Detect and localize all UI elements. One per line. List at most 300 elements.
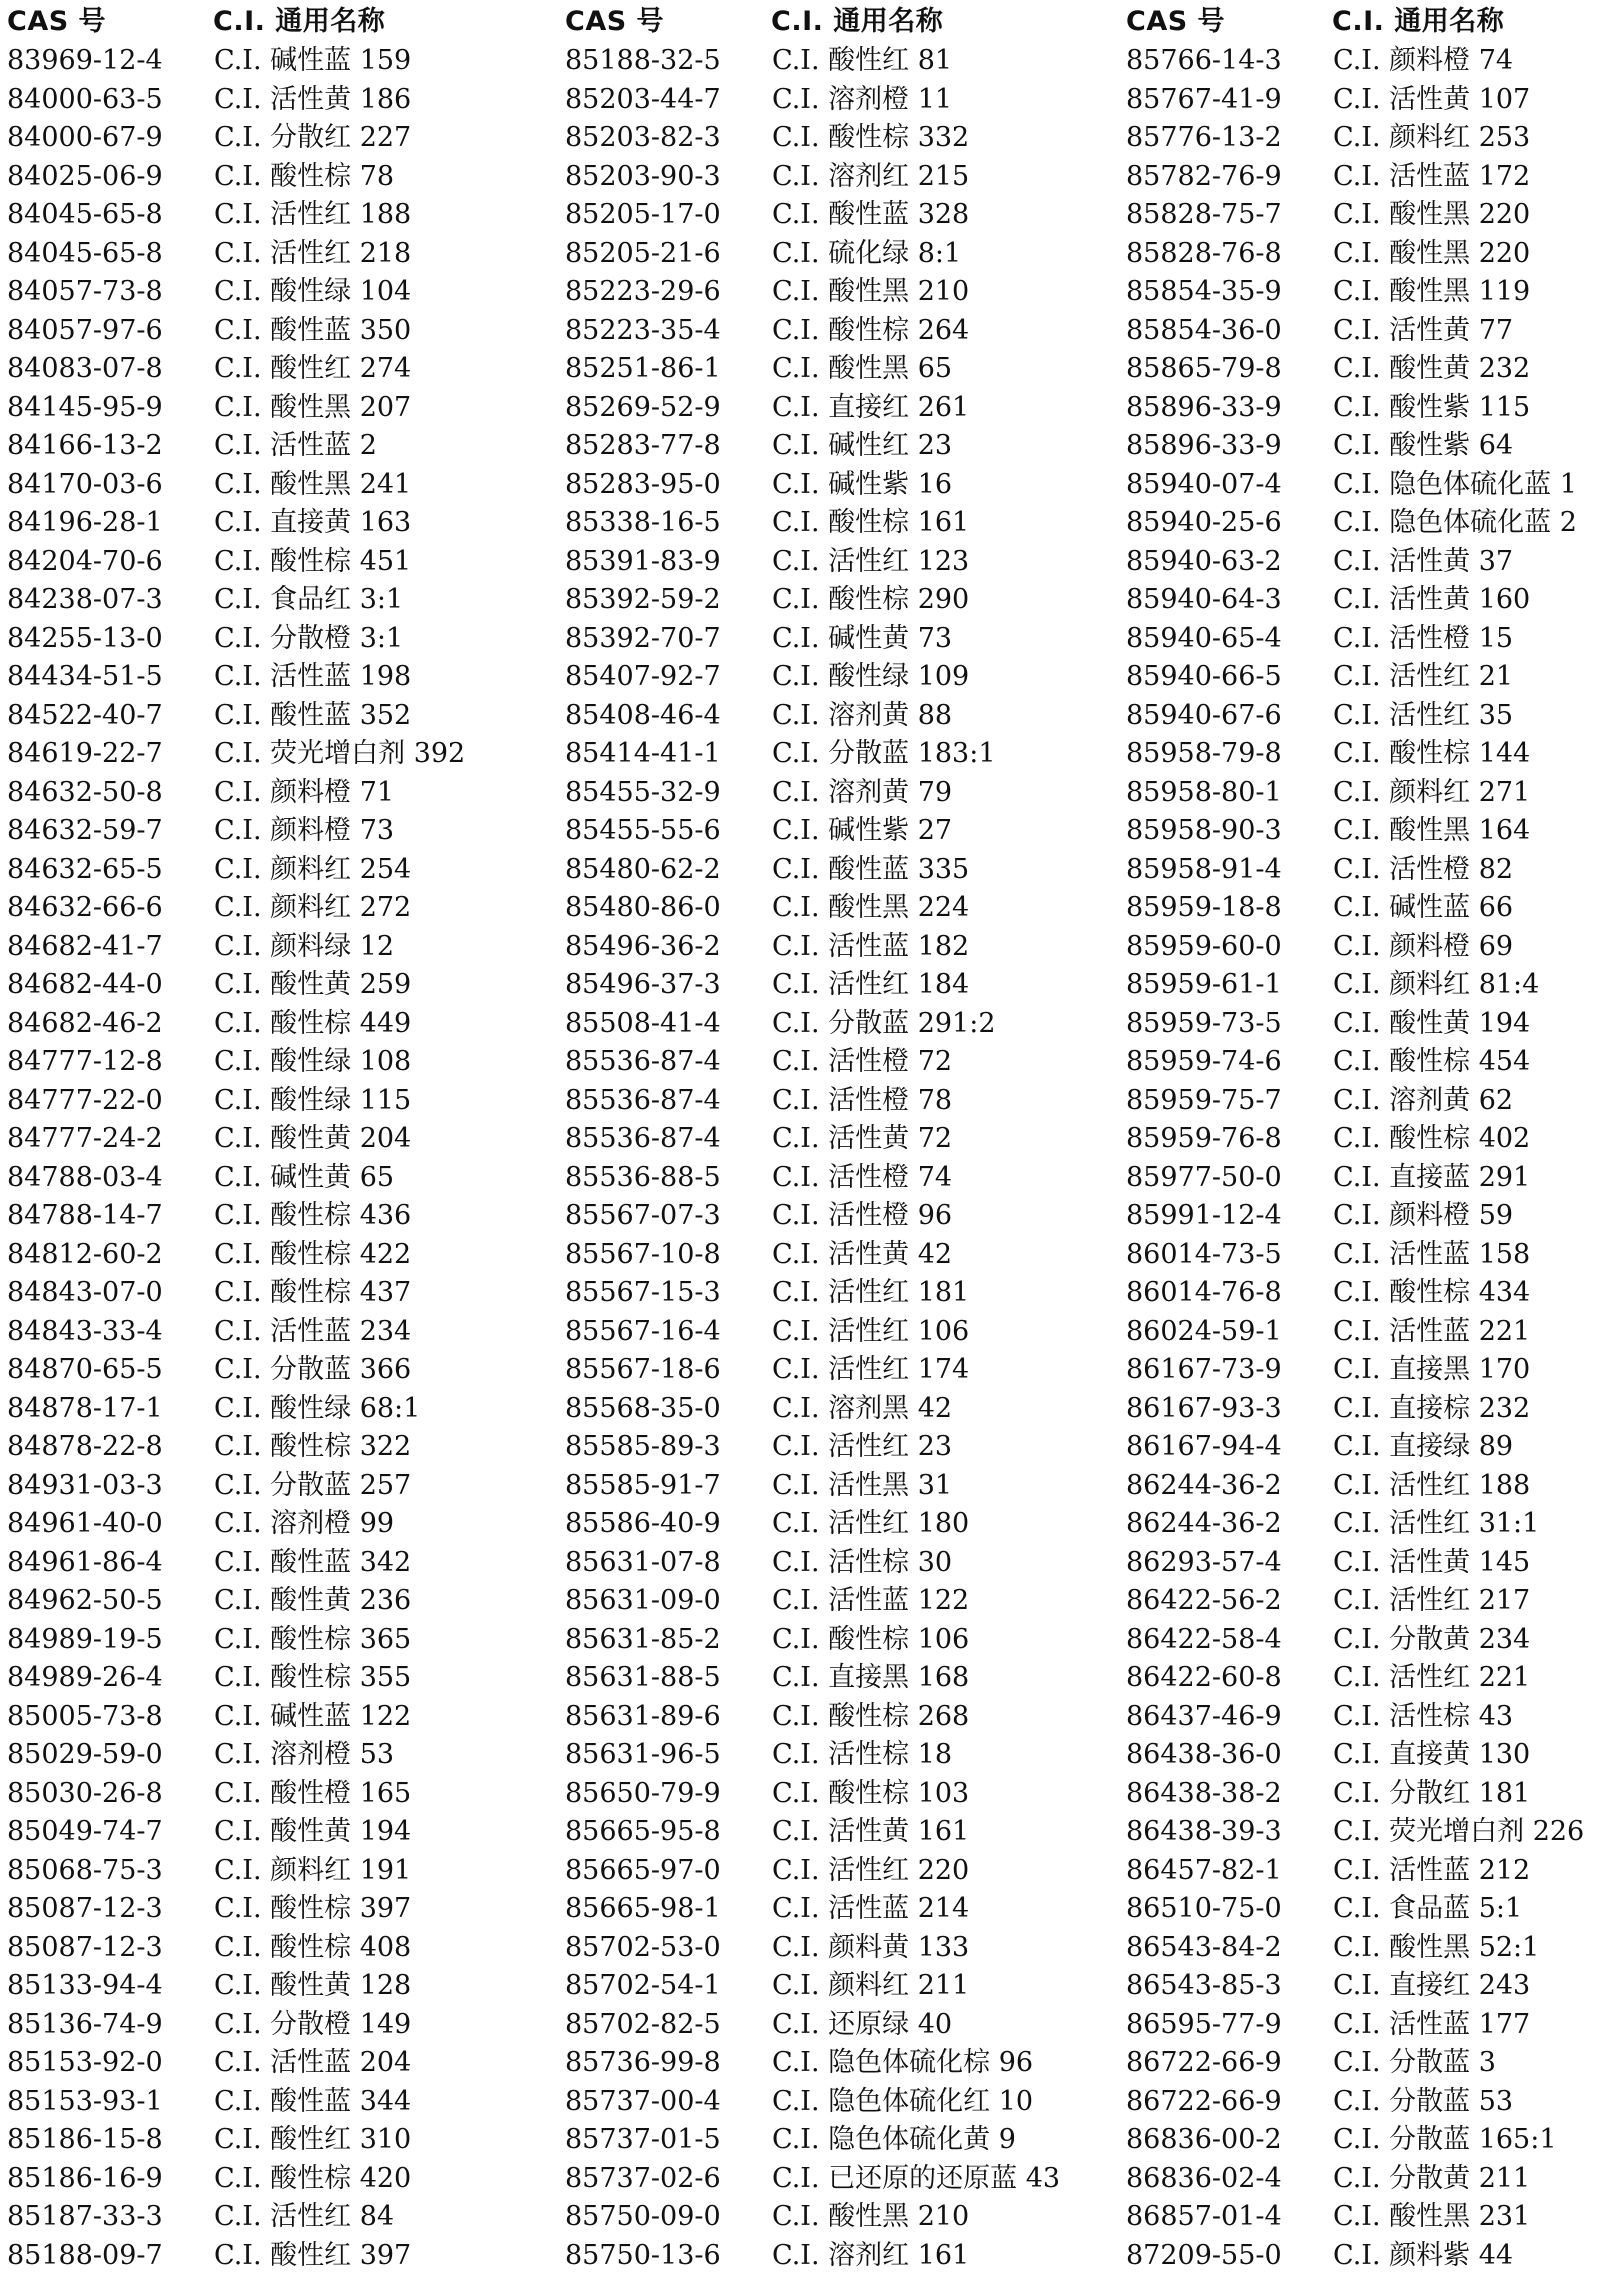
cas-number: 85940-07-4 [1126,466,1282,505]
cas-number: 85958-90-3 [1126,812,1282,851]
ci-generic-name: C.I. 酸性绿 104 [214,273,411,312]
cas-number: 85536-88-5 [565,1159,721,1198]
ci-generic-name: C.I. 酸性绿 108 [214,1043,411,1082]
cas-number: 85205-21-6 [565,235,721,274]
ci-generic-name: C.I. 颜料红 81:4 [1333,966,1539,1005]
cas-number: 85959-61-1 [1126,966,1282,1005]
ci-generic-name: C.I. 颜料橙 73 [214,812,394,851]
cas-number: 85766-14-3 [1126,42,1282,81]
cas-number: 84255-13-0 [7,620,163,659]
ci-generic-name: C.I. 酸性黑 207 [214,389,411,428]
cas-number: 85631-07-8 [565,1544,721,1583]
cas-number: 85407-92-7 [565,658,721,697]
ci-generic-name: C.I. 分散黄 234 [1333,1621,1530,1660]
ci-generic-name: C.I. 酸性紫 115 [1333,389,1530,428]
ci-generic-name: C.I. 分散红 227 [214,119,411,158]
ci-generic-name: C.I. 颜料绿 12 [214,928,394,967]
ci-generic-name: C.I. 溶剂红 161 [772,2237,969,2275]
ci-generic-name: C.I. 酸性蓝 344 [214,2083,411,2122]
ci-generic-name: C.I. 酸性蓝 328 [772,196,969,235]
cas-number: 84238-07-3 [7,581,163,620]
ci-generic-name: C.I. 活性黄 107 [1333,81,1530,120]
cas-number: 84632-50-8 [7,774,163,813]
ci-generic-name: C.I. 隐色体硫化蓝 2 [1333,504,1577,543]
ci-generic-name: C.I. 酸性黑 220 [1333,235,1530,274]
ci-generic-name: C.I. 活性蓝 204 [214,2044,411,2083]
cas-number: 85940-64-3 [1126,581,1282,620]
ci-generic-name: C.I. 碱性黄 73 [772,620,952,659]
cas-number: 85631-96-5 [565,1736,721,1775]
ci-generic-name: C.I. 活性蓝 2 [214,427,377,466]
ci-generic-name: C.I. 酸性棕 78 [214,158,394,197]
ci-generic-name: C.I. 酸性棕 402 [1333,1120,1530,1159]
cas-number: 85828-75-7 [1126,196,1282,235]
cas-number: 86422-56-2 [1126,1582,1282,1621]
cas-number: 85005-73-8 [7,1698,163,1737]
cas-number: 85977-50-0 [1126,1159,1282,1198]
cas-number: 84000-67-9 [7,119,163,158]
cas-number: 86014-73-5 [1126,1236,1282,1275]
ci-generic-name: C.I. 碱性蓝 122 [214,1698,411,1737]
cas-number: 85865-79-8 [1126,350,1282,389]
cas-number: 85136-74-9 [7,2006,163,2045]
ci-generic-name: C.I. 活性棕 43 [1333,1698,1513,1737]
cas-number: 85750-13-6 [565,2237,721,2275]
cas-number: 85959-75-7 [1126,1082,1282,1121]
ci-generic-name: C.I. 还原绿 40 [772,2006,952,2045]
ci-generic-name: C.I. 活性红 23 [772,1428,952,1467]
cas-number: 85940-65-4 [1126,620,1282,659]
cas-number: 85536-87-4 [565,1082,721,1121]
ci-generic-name: C.I. 碱性蓝 66 [1333,889,1513,928]
ci-generic-name: C.I. 颜料橙 69 [1333,928,1513,967]
ci-generic-name: C.I. 溶剂橙 11 [772,81,952,120]
ci-generic-name: C.I. 分散蓝 366 [214,1351,411,1390]
cas-number: 84788-03-4 [7,1159,163,1198]
ci-generic-name: C.I. 活性橙 15 [1333,620,1513,659]
cas-number: 85940-25-6 [1126,504,1282,543]
cas-number: 84682-41-7 [7,928,163,967]
cas-number: 85203-44-7 [565,81,721,120]
ci-generic-name: C.I. 酸性棕 144 [1333,735,1530,774]
ci-generic-name: C.I. 溶剂黄 62 [1333,1082,1513,1121]
ci-generic-name: C.I. 直接棕 232 [1333,1390,1530,1429]
cas-number: 86024-59-1 [1126,1313,1282,1352]
ci-generic-name: C.I. 活性红 184 [772,966,969,1005]
cas-number: 84057-73-8 [7,273,163,312]
ci-generic-name: C.I. 碱性紫 27 [772,812,952,851]
cas-number: 85782-76-9 [1126,158,1282,197]
ci-generic-name: C.I. 活性红 188 [1333,1467,1530,1506]
ci-generic-name: C.I. 直接黑 168 [772,1659,969,1698]
cas-number: 84961-40-0 [7,1505,163,1544]
ci-generic-name: C.I. 分散蓝 257 [214,1467,411,1506]
ci-generic-name: C.I. 颜料红 253 [1333,119,1530,158]
ci-generic-name: C.I. 碱性红 23 [772,427,952,466]
ci-generic-name: C.I. 溶剂橙 99 [214,1505,394,1544]
ci-name-header: C.I. 通用名称 [213,0,385,44]
ci-generic-name: C.I. 隐色体硫化红 10 [772,2083,1033,2122]
cas-number: 85068-75-3 [7,1852,163,1891]
cas-number: 84045-65-8 [7,196,163,235]
cas-number: 86438-38-2 [1126,1775,1282,1814]
ci-generic-name: C.I. 酸性棕 290 [772,581,969,620]
cas-number: 85223-35-4 [565,312,721,351]
ci-generic-name: C.I. 酸性蓝 352 [214,697,411,736]
ci-generic-name: C.I. 颜料红 271 [1333,774,1530,813]
ci-generic-name: C.I. 直接红 243 [1333,1967,1530,2006]
ci-generic-name: C.I. 隐色体硫化黄 9 [772,2121,1016,2160]
cas-number: 85940-66-5 [1126,658,1282,697]
cas-number: 85631-09-0 [565,1582,721,1621]
ci-generic-name: C.I. 酸性棕 365 [214,1621,411,1660]
cas-number: 86510-75-0 [1126,1890,1282,1929]
cas-number: 85958-79-8 [1126,735,1282,774]
cas-number: 85186-16-9 [7,2160,163,2199]
cas-number: 84000-63-5 [7,81,163,120]
ci-generic-name: C.I. 颜料红 272 [214,889,411,928]
ci-generic-name: C.I. 酸性蓝 335 [772,851,969,890]
cas-number: 85650-79-9 [565,1775,721,1814]
cas-number: 84166-13-2 [7,427,163,466]
cas-number: 85496-36-2 [565,928,721,967]
ci-generic-name: C.I. 酸性棕 420 [214,2160,411,2199]
cas-number: 84045-65-8 [7,235,163,274]
cas-header: CAS 号 [1126,0,1225,44]
cas-number: 85991-12-4 [1126,1197,1282,1236]
cas-number: 85188-32-5 [565,42,721,81]
ci-generic-name: C.I. 酸性黄 128 [214,1967,411,2006]
ci-generic-name: C.I. 酸性棕 408 [214,1929,411,1968]
cas-number: 85585-91-7 [565,1467,721,1506]
cas-number: 85776-13-2 [1126,119,1282,158]
cas-number: 84170-03-6 [7,466,163,505]
ci-generic-name: C.I. 颜料红 191 [214,1852,411,1891]
cas-number: 85567-15-3 [565,1274,721,1313]
ci-generic-name: C.I. 活性蓝 172 [1333,158,1530,197]
ci-generic-name: C.I. 酸性棕 268 [772,1698,969,1737]
ci-generic-name: C.I. 分散红 181 [1333,1775,1530,1814]
cas-number: 85736-99-8 [565,2044,721,2083]
ci-generic-name: C.I. 活性红 181 [772,1274,969,1313]
ci-generic-name: C.I. 荧光增白剂 226 [1333,1813,1584,1852]
ci-generic-name: C.I. 酸性黄 259 [214,966,411,1005]
ci-generic-name: C.I. 活性蓝 182 [772,928,969,967]
cas-number: 85251-86-1 [565,350,721,389]
ci-generic-name: C.I. 隐色体硫化棕 96 [772,2044,1033,2083]
cas-number: 85896-33-9 [1126,389,1282,428]
cas-number: 86857-01-4 [1126,2198,1282,2237]
ci-generic-name: C.I. 分散蓝 53 [1333,2083,1513,2122]
cas-number: 84870-65-5 [7,1351,163,1390]
cas-number: 84878-17-1 [7,1390,163,1429]
ci-generic-name: C.I. 活性黄 186 [214,81,411,120]
cas-number: 85030-26-8 [7,1775,163,1814]
ci-generic-name: C.I. 酸性黑 65 [772,350,952,389]
ci-generic-name: C.I. 分散蓝 291:2 [772,1005,996,1044]
ci-generic-name: C.I. 活性红 84 [214,2198,394,2237]
cas-number: 83969-12-4 [7,42,163,81]
cas-number: 85567-18-6 [565,1351,721,1390]
ci-generic-name: C.I. 直接黄 163 [214,504,411,543]
ci-generic-name: C.I. 食品蓝 5:1 [1333,1890,1522,1929]
cas-number: 85959-18-8 [1126,889,1282,928]
ci-generic-name: C.I. 酸性黄 194 [214,1813,411,1852]
ci-generic-name: C.I. 碱性蓝 159 [214,42,411,81]
ci-generic-name: C.I. 酸性棕 355 [214,1659,411,1698]
cas-number: 85959-60-0 [1126,928,1282,967]
cas-number: 85536-87-4 [565,1120,721,1159]
ci-generic-name: C.I. 活性黄 161 [772,1813,969,1852]
cas-number: 84962-50-5 [7,1582,163,1621]
ci-generic-name: C.I. 酸性棕 322 [214,1428,411,1467]
cas-number: 84632-59-7 [7,812,163,851]
ci-generic-name: C.I. 活性橙 72 [772,1043,952,1082]
ci-generic-name: C.I. 已还原的还原蓝 43 [772,2160,1060,2199]
cas-number: 85896-33-9 [1126,427,1282,466]
ci-generic-name: C.I. 活性蓝 214 [772,1890,969,1929]
cas-number: 86438-39-3 [1126,1813,1282,1852]
cas-number: 84619-22-7 [7,735,163,774]
ci-generic-name: C.I. 酸性棕 161 [772,504,969,543]
cas-number: 85392-70-7 [565,620,721,659]
cas-number: 85536-87-4 [565,1043,721,1082]
cas-number: 85188-09-7 [7,2237,163,2275]
ci-generic-name: C.I. 活性黄 77 [1333,312,1513,351]
ci-generic-name: C.I. 颜料橙 71 [214,774,394,813]
cas-number: 84788-14-7 [7,1197,163,1236]
cas-number: 85854-36-0 [1126,312,1282,351]
ci-generic-name: C.I. 碱性紫 16 [772,466,952,505]
cas-number: 86244-36-2 [1126,1467,1282,1506]
cas-number: 85029-59-0 [7,1736,163,1775]
ci-generic-name: C.I. 活性红 174 [772,1351,969,1390]
cas-number: 84682-44-0 [7,966,163,1005]
ci-generic-name: C.I. 颜料红 254 [214,851,411,890]
cas-number: 86595-77-9 [1126,2006,1282,2045]
cas-number: 85392-59-2 [565,581,721,620]
ci-generic-name: C.I. 活性蓝 198 [214,658,411,697]
cas-number: 85087-12-3 [7,1929,163,1968]
cas-number: 85186-15-8 [7,2121,163,2160]
ci-generic-name: C.I. 酸性绿 109 [772,658,969,697]
cas-number: 85283-77-8 [565,427,721,466]
cas-number: 85049-74-7 [7,1813,163,1852]
cas-number: 86457-82-1 [1126,1852,1282,1891]
cas-number: 85223-29-6 [565,273,721,312]
ci-generic-name: C.I. 分散橙 3:1 [214,620,403,659]
ci-generic-name: C.I. 活性红 218 [214,235,411,274]
ci-generic-name: C.I. 酸性黑 119 [1333,273,1530,312]
ci-generic-name: C.I. 直接蓝 291 [1333,1159,1530,1198]
ci-generic-name: C.I. 活性红 35 [1333,697,1513,736]
cas-number: 86543-85-3 [1126,1967,1282,2006]
ci-generic-name: C.I. 酸性棕 397 [214,1890,411,1929]
cas-number: 85203-90-3 [565,158,721,197]
ci-generic-name: C.I. 酸性红 274 [214,350,411,389]
ci-generic-name: C.I. 酸性棕 437 [214,1274,411,1313]
cas-number: 85585-89-3 [565,1428,721,1467]
ci-generic-name: C.I. 酸性棕 103 [772,1775,969,1814]
cas-number: 85414-41-1 [565,735,721,774]
cas-number: 86167-93-3 [1126,1390,1282,1429]
ci-generic-name: C.I. 活性黄 160 [1333,581,1530,620]
cas-number: 85480-86-0 [565,889,721,928]
cas-number: 85269-52-9 [565,389,721,428]
ci-generic-name: C.I. 颜料红 211 [772,1967,969,2006]
cas-number: 85496-37-3 [565,966,721,1005]
cas-number: 85665-97-0 [565,1852,721,1891]
ci-generic-name: C.I. 酸性黑 210 [772,273,969,312]
cas-number: 85567-10-8 [565,1236,721,1275]
ci-generic-name: C.I. 酸性绿 115 [214,1082,411,1121]
cas-number: 85203-82-3 [565,119,721,158]
cas-number: 86722-66-9 [1126,2083,1282,2122]
cas-number: 85940-67-6 [1126,697,1282,736]
cas-number: 85737-01-5 [565,2121,721,2160]
cas-number: 85737-02-6 [565,2160,721,2199]
cas-number: 84931-03-3 [7,1467,163,1506]
ci-generic-name: C.I. 活性蓝 122 [772,1582,969,1621]
cas-number: 85567-07-3 [565,1197,721,1236]
cas-number: 85702-82-5 [565,2006,721,2045]
cas-number: 85737-00-4 [565,2083,721,2122]
ci-generic-name: C.I. 酸性黑 52:1 [1333,1929,1539,1968]
cas-number: 84843-33-4 [7,1313,163,1352]
cas-number: 84777-12-8 [7,1043,163,1082]
ci-generic-name: C.I. 活性蓝 212 [1333,1852,1530,1891]
cas-number: 84522-40-7 [7,697,163,736]
cas-number: 85959-73-5 [1126,1005,1282,1044]
cas-number: 84632-65-5 [7,851,163,890]
cas-number: 85702-54-1 [565,1967,721,2006]
cas-number: 84204-70-6 [7,543,163,582]
cas-number: 84196-28-1 [7,504,163,543]
cas-number: 87209-55-0 [1126,2237,1282,2275]
cas-number: 85205-17-0 [565,196,721,235]
cas-number: 84632-66-6 [7,889,163,928]
ci-generic-name: C.I. 分散蓝 183:1 [772,735,996,774]
ci-generic-name: C.I. 溶剂红 215 [772,158,969,197]
ci-generic-name: C.I. 酸性黄 232 [1333,350,1530,389]
ci-generic-name: C.I. 酸性黄 204 [214,1120,411,1159]
ci-generic-name: C.I. 活性红 31:1 [1333,1505,1539,1544]
cas-number: 85958-91-4 [1126,851,1282,890]
ci-generic-name: C.I. 活性红 123 [772,543,969,582]
ci-generic-name: C.I. 颜料紫 44 [1333,2237,1513,2275]
cas-number: 85568-35-0 [565,1390,721,1429]
cas-number: 85665-95-8 [565,1813,721,1852]
cas-number: 84989-26-4 [7,1659,163,1698]
cas-number: 84025-06-9 [7,158,163,197]
cas-number: 85153-93-1 [7,2083,163,2122]
ci-generic-name: C.I. 酸性黑 210 [772,2198,969,2237]
ci-generic-name: C.I. 酸性蓝 342 [214,1544,411,1583]
cas-number: 85959-76-8 [1126,1120,1282,1159]
cas-number: 86437-46-9 [1126,1698,1282,1737]
ci-generic-name: C.I. 酸性绿 68:1 [214,1390,420,1429]
ci-generic-name: C.I. 酸性棕 106 [772,1621,969,1660]
ci-name-header: C.I. 通用名称 [1332,0,1504,44]
ci-generic-name: C.I. 分散橙 149 [214,2006,411,2045]
ci-generic-name: C.I. 直接红 261 [772,389,969,428]
ci-generic-name: C.I. 酸性橙 165 [214,1775,411,1814]
cas-number: 84989-19-5 [7,1621,163,1660]
ci-generic-name: C.I. 酸性黑 164 [1333,812,1530,851]
ci-generic-name: C.I. 碱性黄 65 [214,1159,394,1198]
cas-number: 84083-07-8 [7,350,163,389]
ci-generic-name: C.I. 酸性紫 64 [1333,427,1513,466]
cas-number: 85153-92-0 [7,2044,163,2083]
cas-number: 86244-36-2 [1126,1505,1282,1544]
ci-generic-name: C.I. 酸性黑 220 [1333,196,1530,235]
ci-generic-name: C.I. 分散蓝 3 [1333,2044,1496,2083]
ci-generic-name: C.I. 直接黄 130 [1333,1736,1530,1775]
ci-generic-name: C.I. 活性红 188 [214,196,411,235]
ci-generic-name: C.I. 酸性棕 454 [1333,1043,1530,1082]
ci-generic-name: C.I. 酸性黑 224 [772,889,969,928]
ci-generic-name: C.I. 活性黄 72 [772,1120,952,1159]
ci-generic-name: C.I. 硫化绿 8:1 [772,235,961,274]
ci-generic-name: C.I. 酸性红 310 [214,2121,411,2160]
cas-number: 85338-16-5 [565,504,721,543]
ci-generic-name: C.I. 活性蓝 221 [1333,1313,1530,1352]
ci-generic-name: C.I. 酸性红 397 [214,2237,411,2275]
ci-generic-name: C.I. 酸性蓝 350 [214,312,411,351]
cas-number: 86438-36-0 [1126,1736,1282,1775]
cas-number: 84812-60-2 [7,1236,163,1275]
ci-generic-name: C.I. 颜料橙 74 [1333,42,1513,81]
ci-generic-name: C.I. 酸性棕 422 [214,1236,411,1275]
ci-generic-name: C.I. 活性红 21 [1333,658,1513,697]
cas-number: 84777-22-0 [7,1082,163,1121]
ci-generic-name: C.I. 分散黄 211 [1333,2160,1530,2199]
cas-number: 85508-41-4 [565,1005,721,1044]
cas-number: 86543-84-2 [1126,1929,1282,1968]
cas-number: 86167-94-4 [1126,1428,1282,1467]
cas-number: 84878-22-8 [7,1428,163,1467]
ci-generic-name: C.I. 溶剂黄 79 [772,774,952,813]
cas-number: 85133-94-4 [7,1967,163,2006]
cas-number: 86167-73-9 [1126,1351,1282,1390]
cas-number: 85631-88-5 [565,1659,721,1698]
cas-number: 86422-60-8 [1126,1659,1282,1698]
cas-number: 84961-86-4 [7,1544,163,1583]
ci-generic-name: C.I. 活性黄 42 [772,1236,952,1275]
ci-generic-name: C.I. 活性黑 31 [772,1467,952,1506]
cas-number: 85958-80-1 [1126,774,1282,813]
ci-name-header: C.I. 通用名称 [771,0,943,44]
cas-number: 85586-40-9 [565,1505,721,1544]
ci-generic-name: C.I. 活性蓝 158 [1333,1236,1530,1275]
cas-number: 85283-95-0 [565,466,721,505]
ci-generic-name: C.I. 酸性红 81 [772,42,952,81]
ci-generic-name: C.I. 活性黄 37 [1333,543,1513,582]
ci-generic-name: C.I. 溶剂黄 88 [772,697,952,736]
ci-generic-name: C.I. 活性黄 145 [1333,1544,1530,1583]
ci-generic-name: C.I. 酸性黄 236 [214,1582,411,1621]
ci-generic-name: C.I. 活性红 180 [772,1505,969,1544]
cas-number: 84145-95-9 [7,389,163,428]
cas-number: 85940-63-2 [1126,543,1282,582]
cas-number: 85455-32-9 [565,774,721,813]
cas-number: 84843-07-0 [7,1274,163,1313]
cas-number: 84682-46-2 [7,1005,163,1044]
ci-generic-name: C.I. 活性蓝 234 [214,1313,411,1352]
ci-generic-name: C.I. 活性红 217 [1333,1582,1530,1621]
cas-number: 85187-33-3 [7,2198,163,2237]
cas-number: 85702-53-0 [565,1929,721,1968]
